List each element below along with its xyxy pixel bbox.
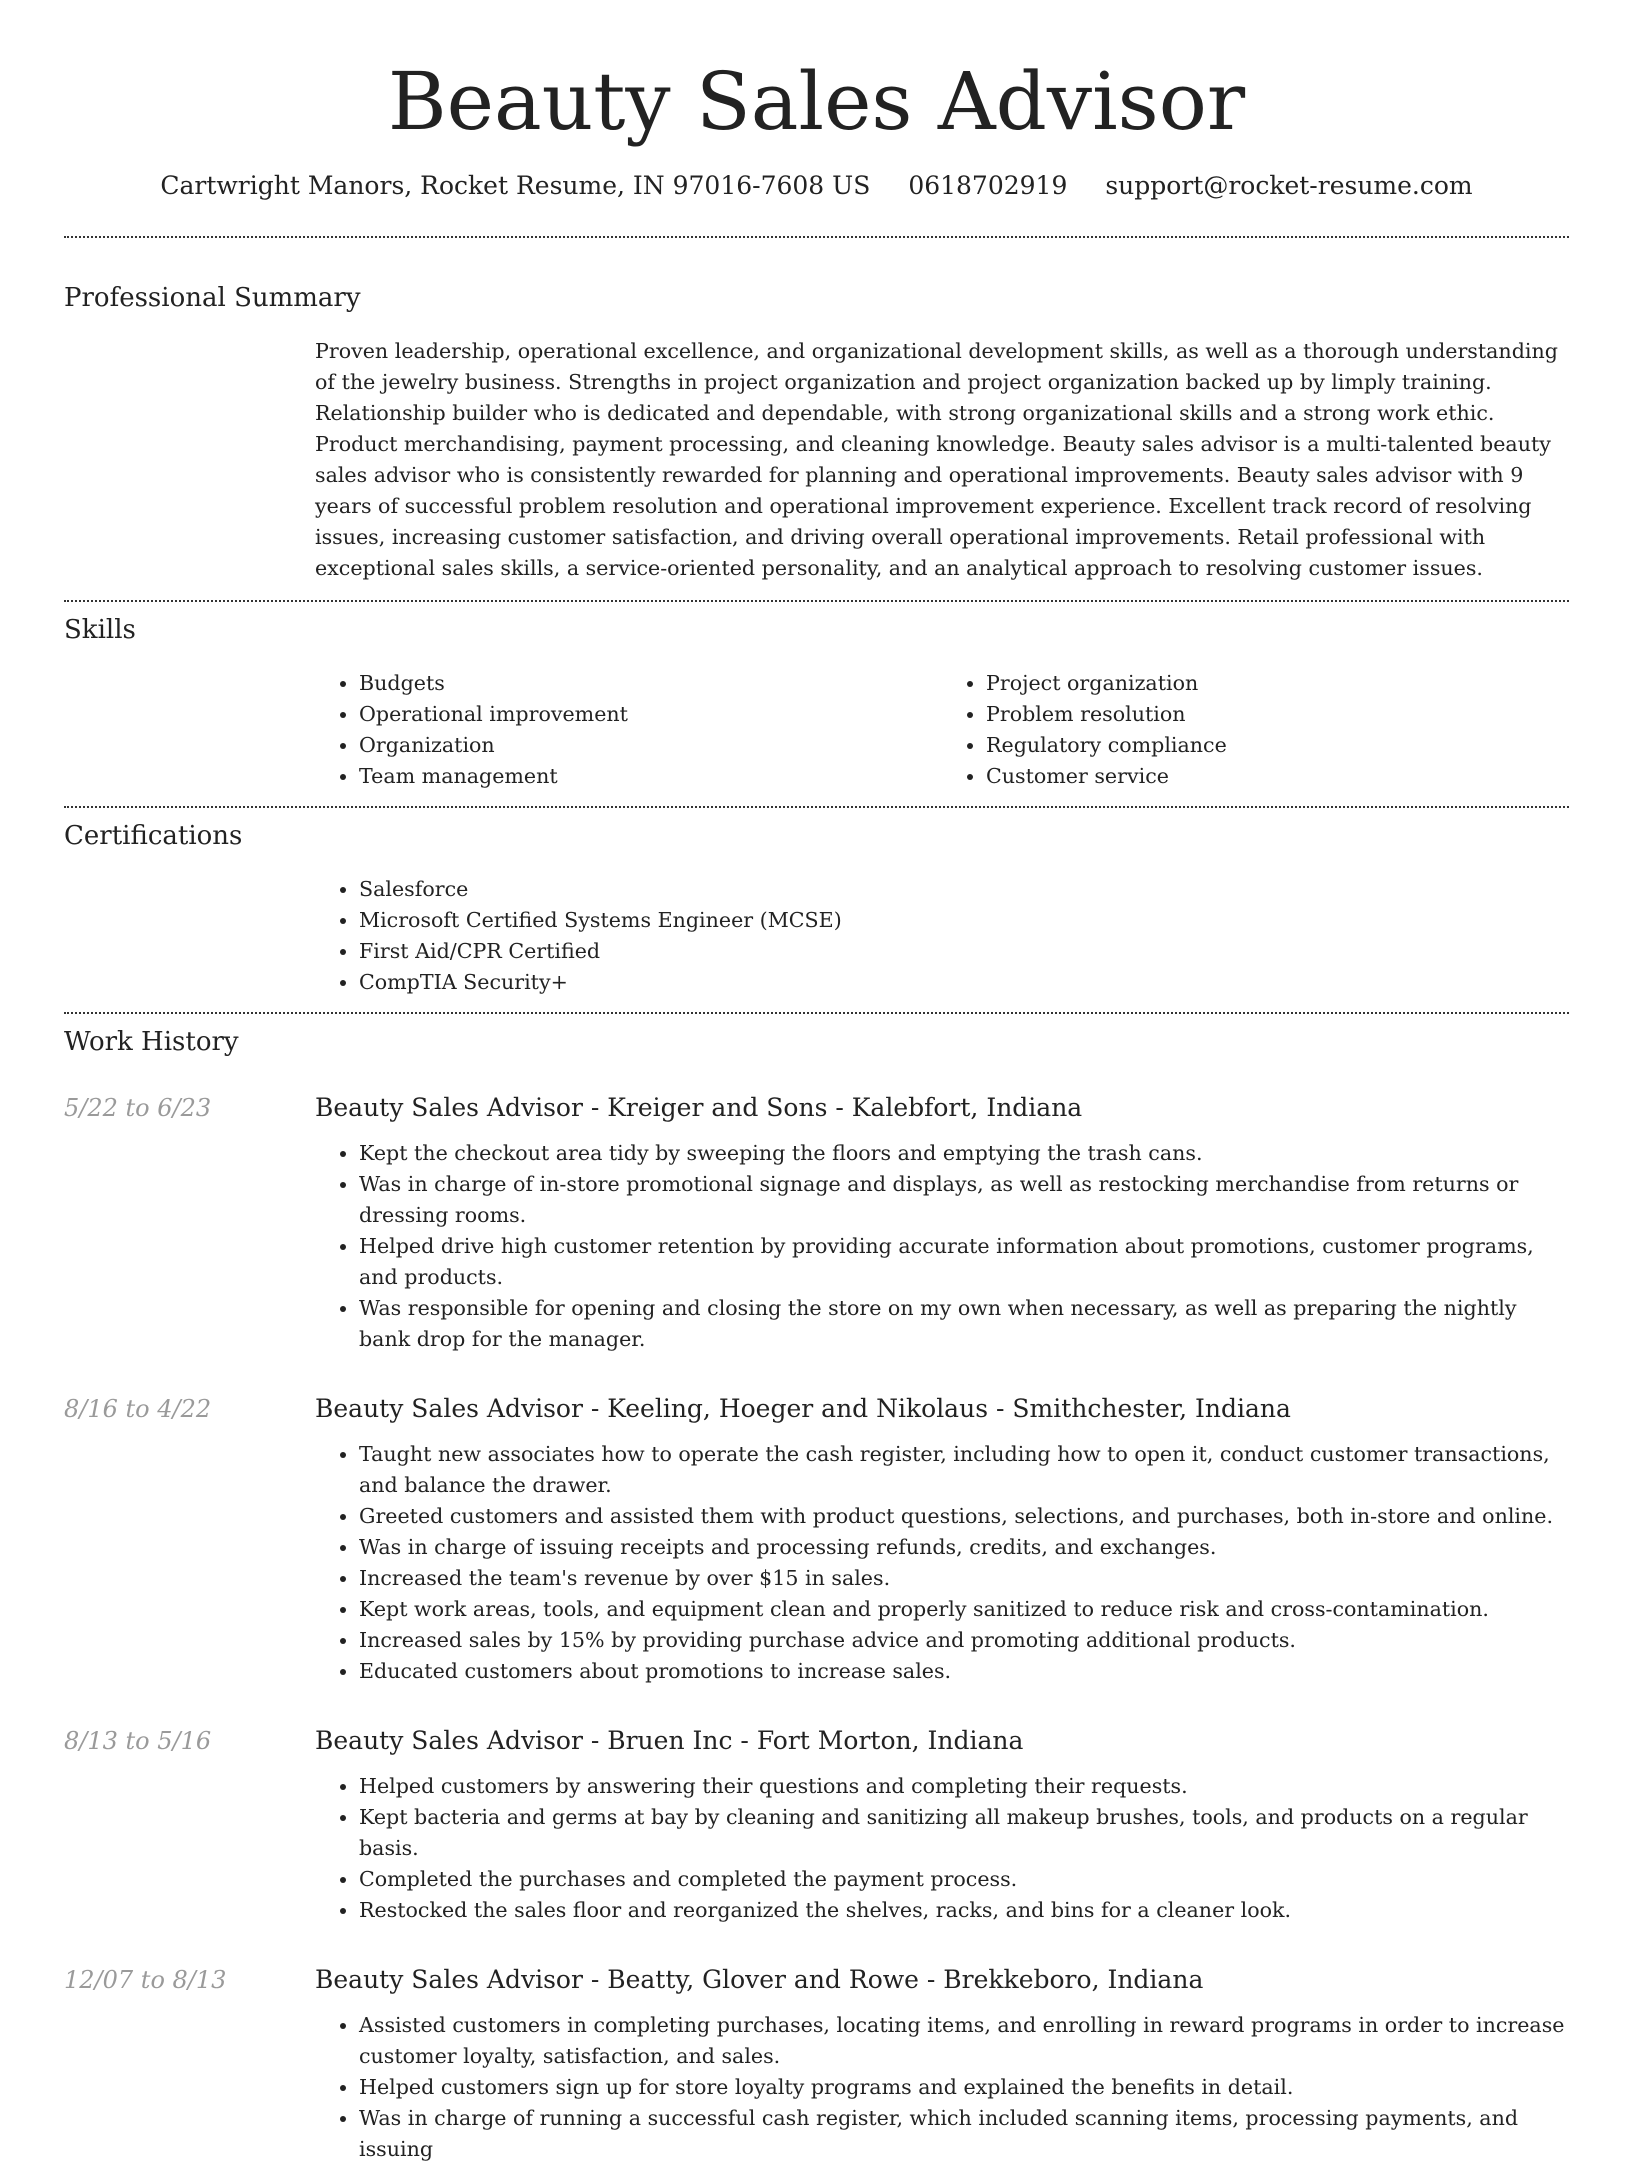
job-duty-item: • Educated customers about promotions to increase sales. bbox=[359, 1656, 1569, 1687]
job-title: Beauty Sales Advisor - Kreiger and Sons - Kalebfort, Indiana bbox=[315, 1093, 1083, 1122]
work-history-section bbox=[64, 1026, 1569, 2165]
contact-address: Cartwright Manors, Rocket Resume, IN 97016-7608 US bbox=[160, 171, 871, 200]
section-divider bbox=[64, 1012, 1569, 1014]
job-duty-item: • Was in charge of issuing receipts and processing refunds, credits, and exchanges. bbox=[359, 1532, 1569, 1563]
job-duties bbox=[315, 1439, 1569, 1687]
job-dates: 8/16 to 4/22 bbox=[64, 1395, 212, 1423]
job-duty-item: • Was responsible for opening and closing the store on my own when necessary, as well as preparing the nightly bank drop for the manager. bbox=[359, 1293, 1569, 1355]
job-duty-item: • Helped customers sign up for store loyalty programs and explained the benefits in detail. bbox=[359, 2072, 1569, 2103]
job-entry bbox=[64, 1964, 1569, 2165]
job-duty-item: • Was in charge of in-store promotional signage and displays, as well as restocking merchandise from returns or dressing rooms. bbox=[359, 1169, 1569, 1231]
job-dates: 5/22 to 6/23 bbox=[64, 1094, 212, 1122]
job-duties bbox=[315, 1771, 1569, 1926]
job-duty-item: • Kept work areas, tools, and equipment clean and properly sanitized to reduce risk and cross-contamination. bbox=[359, 1594, 1569, 1625]
job-duties bbox=[315, 1138, 1569, 1355]
certifications-heading: Certifications bbox=[64, 821, 243, 851]
skills-list-right bbox=[942, 668, 1569, 792]
job-duty-item: • Increased sales by 15% by providing purchase advice and promoting additional products. bbox=[359, 1625, 1569, 1656]
job-entry bbox=[64, 1725, 1569, 1926]
certification-item: • Salesforce bbox=[359, 874, 1569, 905]
job-duty-item: • Assisted customers in completing purchases, locating items, and enrolling in reward programs in order to increase customer loyalty, satisfaction, and sales. bbox=[359, 2010, 1569, 2072]
resume-page bbox=[64, 0, 1569, 2165]
job-duties bbox=[315, 2010, 1569, 2165]
job-title: Beauty Sales Advisor - Keeling, Hoeger and Nikolaus - Smithchester, Indiana bbox=[315, 1394, 1291, 1423]
resume-title: Beauty Sales Advisor bbox=[387, 55, 1246, 148]
work-history-heading: Work History bbox=[64, 1027, 239, 1057]
skills-heading: Skills bbox=[64, 615, 136, 645]
job-duty-item: • Increased the team's revenue by over $15 in sales. bbox=[359, 1563, 1569, 1594]
certifications-section bbox=[64, 820, 1569, 1012]
job-title: Beauty Sales Advisor - Beatty, Glover and Rowe - Brekkeboro, Indiana bbox=[315, 1965, 1204, 1994]
job-duty-item: • Kept the checkout area tidy by sweeping the floors and emptying the trash cans. bbox=[359, 1138, 1569, 1169]
summary-heading: Professional Summary bbox=[64, 283, 361, 313]
skills-list-left bbox=[315, 668, 942, 792]
job-duty-item: • Was in charge of running a successful cash register, which included scanning items, processing payments, and issuing bbox=[359, 2103, 1569, 2165]
job-entry bbox=[64, 1092, 1569, 1355]
job-duty-item: • Restocked the sales floor and reorganized the shelves, racks, and bins for a cleaner look. bbox=[359, 1895, 1569, 1926]
section-divider bbox=[64, 600, 1569, 602]
job-duty-item: • Helped drive high customer retention by providing accurate information about promotions, customer programs, and products. bbox=[359, 1231, 1569, 1293]
certification-item: • First Aid/CPR Certified bbox=[359, 936, 1569, 967]
certification-item: • CompTIA Security+ bbox=[359, 967, 1569, 998]
job-entry bbox=[64, 1393, 1569, 1687]
job-duty-item: • Helped customers by answering their questions and completing their requests. bbox=[359, 1771, 1569, 1802]
job-dates: 8/13 to 5/16 bbox=[64, 1727, 212, 1755]
job-duty-item: • Kept bacteria and germs at bay by cleaning and sanitizing all makeup brushes, tools, and products on a regular basis. bbox=[359, 1802, 1569, 1864]
skills-grid bbox=[315, 668, 1569, 806]
section-divider bbox=[64, 806, 1569, 808]
skill-item: • Problem resolution bbox=[986, 699, 1569, 730]
skill-item: • Budgets bbox=[359, 668, 942, 699]
skill-item: • Team management bbox=[359, 761, 942, 792]
certifications-content bbox=[315, 874, 1569, 1012]
skill-item: • Regulatory compliance bbox=[986, 730, 1569, 761]
job-dates: 12/07 to 8/13 bbox=[64, 1966, 227, 1994]
job-duties-list bbox=[315, 2010, 1569, 2165]
certifications-list bbox=[315, 874, 1569, 998]
job-duties-list bbox=[315, 1771, 1569, 1926]
job-duties-list bbox=[315, 1138, 1569, 1355]
section-divider bbox=[64, 236, 1569, 238]
skill-item: • Operational improvement bbox=[359, 699, 942, 730]
job-duty-item: • Greeted customers and assisted them with product questions, selections, and purchases, both in-store and online. bbox=[359, 1501, 1569, 1532]
contact-phone: 0618702919 bbox=[908, 171, 1068, 200]
skill-item: • Organization bbox=[359, 730, 942, 761]
job-duty-item: • Taught new associates how to operate the cash register, including how to open it, conduct customer transactions, and balance the drawer. bbox=[359, 1439, 1569, 1501]
job-duties-list bbox=[315, 1439, 1569, 1687]
job-duty-item: • Completed the purchases and completed the payment process. bbox=[359, 1864, 1569, 1895]
contact-line bbox=[64, 170, 1569, 202]
skill-item: • Project organization bbox=[986, 668, 1569, 699]
skills-section bbox=[64, 614, 1569, 806]
contact-email: support@rocket-resume.com bbox=[1105, 171, 1473, 200]
summary-section bbox=[64, 282, 1569, 600]
skill-item: • Customer service bbox=[986, 761, 1569, 792]
job-title: Beauty Sales Advisor - Bruen Inc - Fort Morton, Indiana bbox=[315, 1726, 1024, 1755]
summary-text: Proven leadership, operational excellence, and organizational development skills, as well as a thorough understanding of the jewelry business. Strengths in project organization and project organization backed up by limply training. Relationship builder who is dedicated and dependable, with strong organizational skills and a strong work ethic. Product merchandising, payment processing, and cleaning knowledge. Beauty sales advisor is a multi-talented beauty sales advisor who is consistently rewarded for planning and operational improvements. Beauty sales advisor with 9 years of successful problem resolution and operational improvement experience. Excellent track record of resolving issues, increasing customer satisfaction, and driving overall operational improvements. Retail professional with exceptional sales skills, a service-oriented personality, and an analytical approach to resolving customer issues. bbox=[315, 339, 1558, 580]
certification-item: • Microsoft Certified Systems Engineer (MCSE) bbox=[359, 905, 1569, 936]
